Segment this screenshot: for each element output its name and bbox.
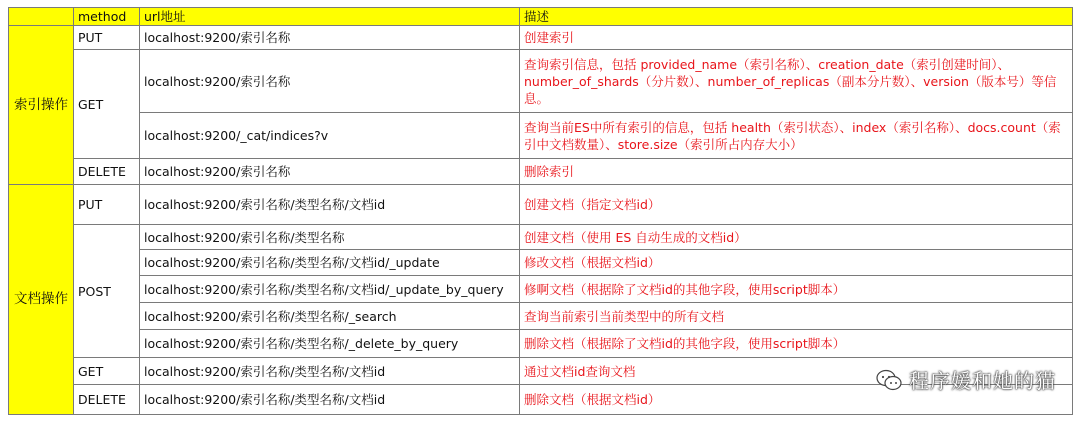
table-row	[9, 225, 1073, 250]
url-cell: localhost:9200/索引名称/类型名称/文档id	[140, 385, 520, 415]
table-row	[9, 303, 1073, 330]
method-cell: DELETE	[74, 385, 140, 415]
table-row	[9, 159, 1073, 185]
api-table	[8, 7, 1073, 415]
desc-cell: 通过文档id查询文档	[520, 358, 1073, 385]
table-row	[9, 50, 1073, 113]
table-row	[9, 330, 1073, 358]
url-cell: localhost:9200/索引名称	[140, 159, 520, 185]
desc-cell: 创建文档（使用 ES 自动生成的文档id）	[520, 225, 1073, 250]
url-cell: localhost:9200/索引名称/类型名称	[140, 225, 520, 250]
header-method: method	[74, 8, 140, 26]
url-cell: localhost:9200/索引名称/类型名称/文档id/_update_by_query	[140, 276, 520, 303]
url-cell: localhost:9200/索引名称/类型名称/_search	[140, 303, 520, 330]
table-row	[9, 250, 1073, 276]
header-url: url地址	[140, 8, 520, 26]
wechat-icon	[875, 368, 903, 392]
method-cell: GET	[74, 50, 140, 159]
table-row	[9, 113, 1073, 159]
url-cell: localhost:9200/索引名称	[140, 50, 520, 113]
header-cell-blank	[9, 8, 74, 26]
method-cell: PUT	[74, 185, 140, 225]
method-cell: DELETE	[74, 159, 140, 185]
table-row	[9, 26, 1073, 50]
watermark	[875, 365, 1056, 394]
table-header-row	[9, 8, 1073, 26]
url-cell: localhost:9200/索引名称/类型名称/_delete_by_query	[140, 330, 520, 358]
desc-cell: 删除文档（根据除了文档id的其他字段，使用script脚本）	[520, 330, 1073, 358]
desc-cell: 修改文档（根据文档id）	[520, 250, 1073, 276]
desc-cell: 删除索引	[520, 159, 1073, 185]
desc-cell: 查询当前ES中所有索引的信息，包括 health（索引状态）、index（索引名称）、docs.count（索引中文档数量）、store.size（索引所占内存大小）	[520, 113, 1073, 159]
desc-cell: 创建索引	[520, 26, 1073, 50]
method-cell: PUT	[74, 26, 140, 50]
url-cell: localhost:9200/索引名称/类型名称/文档id	[140, 358, 520, 385]
url-cell: localhost:9200/_cat/indices?v	[140, 113, 520, 159]
table-row	[9, 185, 1073, 225]
method-cell: POST	[74, 225, 140, 358]
method-cell: GET	[74, 358, 140, 385]
table-row	[9, 276, 1073, 303]
header-desc: 描述	[520, 8, 1073, 26]
url-cell: localhost:9200/索引名称/类型名称/文档id/_update	[140, 250, 520, 276]
url-cell: localhost:9200/索引名称	[140, 26, 520, 50]
desc-cell: 创建文档（指定文档id）	[520, 185, 1073, 225]
watermark-text: 程序媛和她的猫	[909, 369, 1056, 393]
desc-cell: 修啊文档（根据除了文档id的其他字段，使用script脚本）	[520, 276, 1073, 303]
desc-cell: 查询索引信息，包括 provided_name（索引名称）、creation_date（索引创建时间）、number_of_shards（分片数）、number_of_replicas（副本分片数）、version（版本号）等信息。	[520, 50, 1073, 113]
group-label-doc: 文档操作	[9, 185, 74, 415]
group-label-index: 索引操作	[9, 26, 74, 185]
desc-cell: 查询当前索引当前类型中的所有文档	[520, 303, 1073, 330]
url-cell: localhost:9200/索引名称/类型名称/文档id	[140, 185, 520, 225]
desc-cell: 删除文档（根据文档id）	[520, 385, 1073, 415]
